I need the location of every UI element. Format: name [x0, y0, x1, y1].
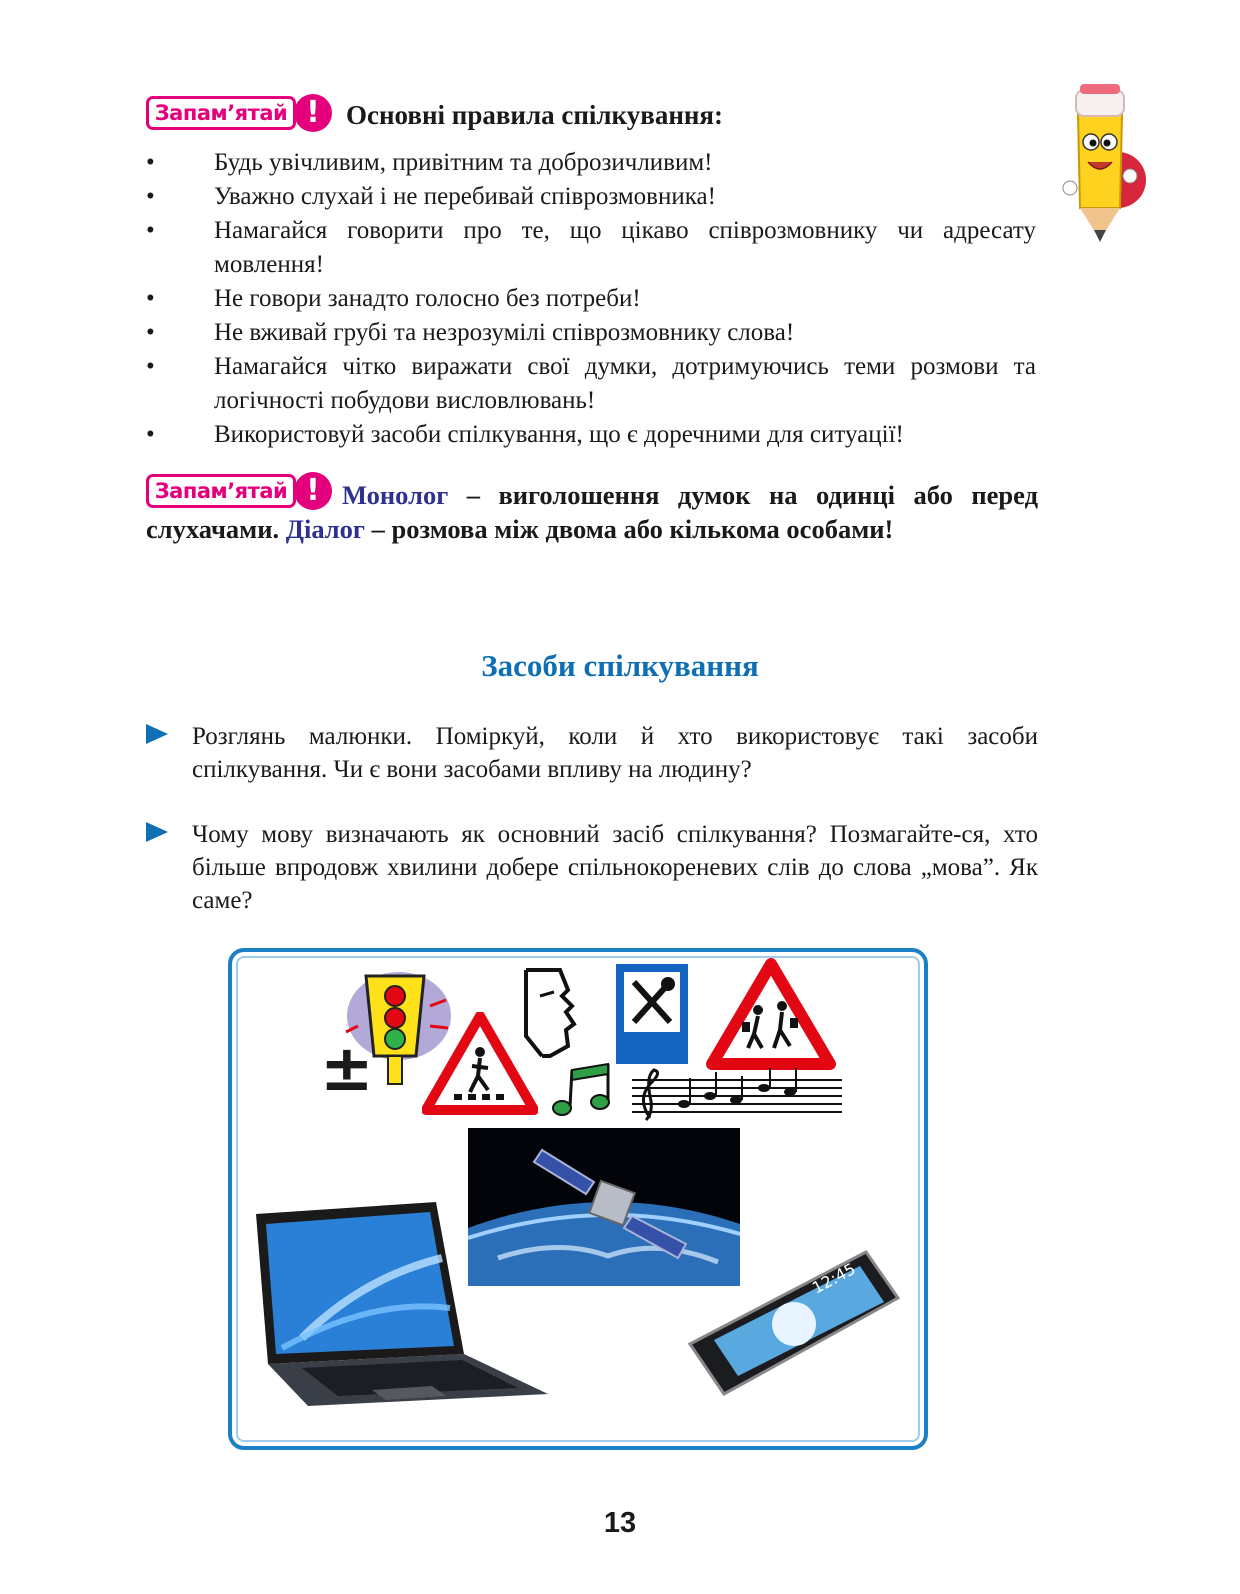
task-text: Чому мову визначають як основний засіб спілкування? Позмагайте-ся, хто більше впродовж хвилини добере спільнокореневих слів до слова „мова”. Як саме?	[192, 821, 1038, 914]
list-item	[146, 180, 1036, 214]
phone-clock-text: 12:45	[808, 1259, 859, 1298]
rule-text: Намагайся чітко виражати свої думки, дотримуючись теми розмови та логічності побудови висловлювань!	[214, 353, 1036, 414]
rule-text: Уважно слухай і не перебивай співрозмовника!	[214, 183, 716, 210]
triangle-arrow-icon	[146, 724, 168, 744]
communication-means-picture	[228, 948, 928, 1450]
music-staff-icon	[632, 1068, 842, 1124]
list-item	[146, 282, 1036, 316]
list-item	[146, 146, 1036, 180]
rule-text: Не говори занадто голосно без потреби!	[214, 285, 641, 312]
task-item	[146, 818, 1038, 917]
definition-dialogue: – розмова між двома або кількома особами!	[364, 514, 894, 544]
rule-text: Намагайся говорити про те, що цікаво співрозмовнику чи адресату мовлення!	[214, 217, 1036, 278]
children-crossing-sign-icon	[706, 958, 836, 1070]
pencil-mascot-illustration	[1050, 80, 1150, 248]
definition-monologue: – виголошення думок на одинці або перед слухачами.	[146, 480, 1038, 544]
term-dialogue: Діалог	[285, 514, 365, 544]
rules-heading: Основні правила спілкування:	[346, 100, 724, 130]
remember-tag-label: Запам’ятай	[146, 474, 296, 508]
musical-notes-icon	[550, 1060, 614, 1120]
remember-tag	[146, 96, 334, 134]
section-title: Засоби спілкування	[481, 648, 759, 683]
bullet-icon: •	[146, 421, 155, 448]
remember-tag-label: Запам’ятай	[146, 96, 296, 130]
exclamation-icon: !	[294, 94, 332, 132]
exclamation-icon: !	[294, 472, 332, 510]
list-item	[146, 316, 1036, 350]
list-item	[146, 214, 1036, 282]
page-number: 13	[603, 1507, 637, 1539]
rule-text: Використовуй засоби спілкування, що є доречними для ситуації!	[214, 421, 904, 448]
task-item	[146, 720, 1038, 786]
rule-text: Не вживай грубі та незрозумілі співрозмовнику слова!	[214, 319, 795, 346]
smartphone-icon	[684, 1248, 904, 1398]
rule-text: Будь увічливим, привітним та доброзичливим!	[214, 149, 713, 176]
bullet-icon: •	[146, 183, 155, 210]
definitions-paragraph	[146, 478, 1038, 546]
bullet-icon: •	[146, 319, 155, 346]
laptop-icon	[242, 1198, 554, 1408]
term-monologue: Монолог	[342, 480, 449, 510]
bullet-icon: •	[146, 149, 155, 176]
list-item	[146, 418, 1036, 452]
bullet-icon: •	[146, 285, 155, 312]
bullet-icon: •	[146, 353, 155, 380]
restaurant-sign-icon	[614, 962, 690, 1066]
face-profile-icon	[520, 966, 584, 1060]
task-text: Розглянь малюнки. Поміркуй, коли й хто використовує такі засоби спілкування. Чи є вони засобами впливу на людину?	[192, 723, 1038, 783]
plus-minus-icon: ±	[320, 1032, 374, 1106]
list-item	[146, 350, 1036, 418]
rules-list	[146, 146, 1036, 452]
triangle-arrow-icon	[146, 822, 168, 842]
bullet-icon: •	[146, 217, 155, 244]
